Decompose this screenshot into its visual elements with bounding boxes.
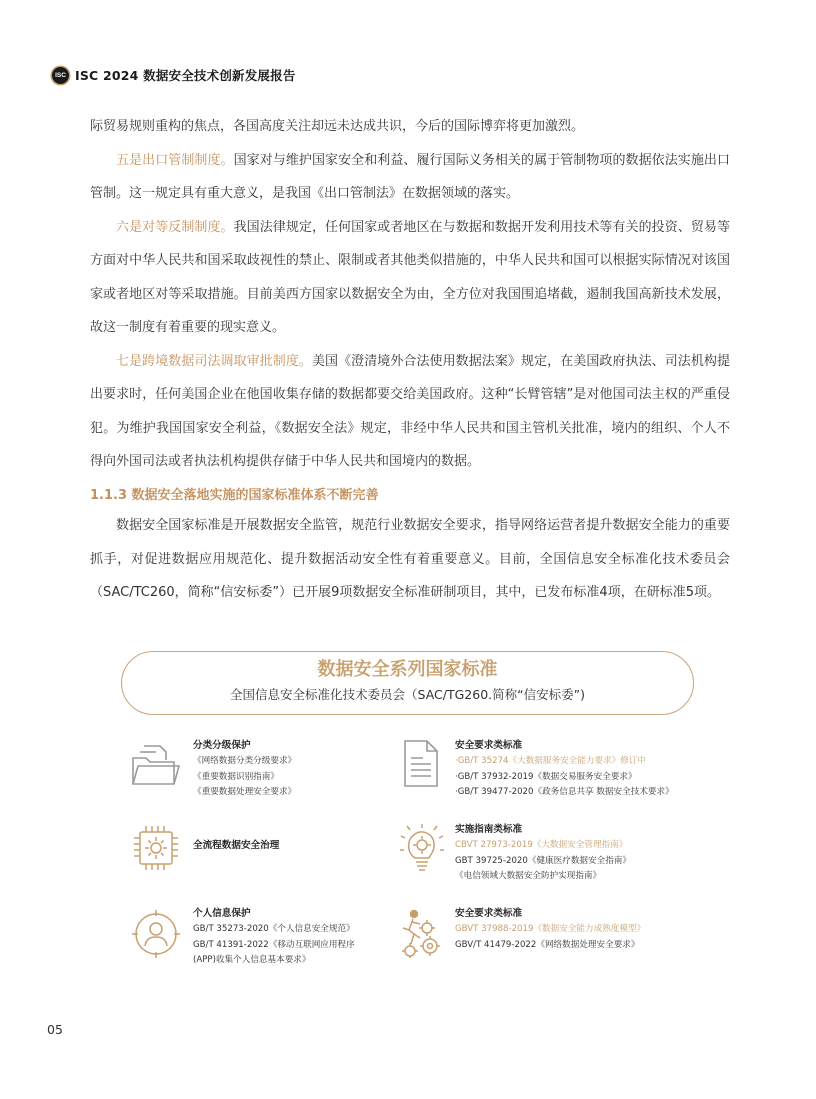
item-security-requirements: 安全要求类标准 ·GB/T 35274《大数据服务安全能力要求》修订中 ·GB/T 37932-2019《数据交易服务安全要求》 ·GB/T 39477-2020《政务信息共享 数据安全技术要求》 bbox=[455, 740, 674, 797]
person-gears-icon bbox=[397, 908, 449, 960]
person-target-icon bbox=[130, 908, 182, 960]
section-heading: 1.1.3 数据安全落地实施的国家标准体系不断完善 bbox=[90, 488, 379, 503]
standards-banner bbox=[121, 651, 694, 715]
paragraph-cross-border: 七是跨境数据司法调取审批制度。美国《澄清境外合法使用数据法案》规定，在美国政府执法、司法机构提出要求时，任何美国企业在他国收集存储的数据都要交给美国政府。这种“长臂管辖”是对他国司法主权的严重侵犯。为维护我国国家安全利益，《数据安全法》规定，非经中华人民共和国主管机关批准，境内的组织、个人不得向外国司法或者执法机构提供存储于中华人民共和国境内的数据。 bbox=[90, 353, 730, 469]
paragraph-continuation: 际贸易规则重构的焦点，各国高度关注却远未达成共识，今后的国际博弈将更加激烈。 bbox=[90, 119, 585, 134]
lead-text: 七是跨境数据司法调取审批制度。 bbox=[116, 353, 312, 369]
lightbulb-gear-icon bbox=[397, 822, 449, 874]
isc-logo: ISC bbox=[52, 67, 69, 84]
page-header bbox=[52, 66, 296, 84]
document-icon bbox=[397, 738, 449, 790]
page-number: 05 bbox=[47, 1022, 63, 1037]
body-text bbox=[90, 110, 730, 479]
lead-text: 五是出口管制制度。 bbox=[116, 152, 234, 168]
paragraph-countermeasure: 六是对等反制制度。我国法律规定，任何国家或者地区在与数据和数据开发利用技术等有关的投资、贸易等方面对中华人民共和国采取歧视性的禁止、限制或者其他类似措施的，中华人民共和国可以根据实际情况对该国家或者地区对等采取措施。目前美西方国家以数据安全为由，全方位对我国围追堵截，遏制我国高新技术发展，故这一制度有着重要的现实意义。 bbox=[90, 219, 730, 335]
gear-chip-icon bbox=[130, 822, 182, 874]
item-classification: 分类分级保护 《网络数据分类分级要求》 《重要数据识别指南》 《重要数据处理安全要求》 bbox=[193, 740, 297, 797]
item-implementation-guides: 实施指南类标准 CBVT 27973-2019《大数据安全管理指南》 GBT 39725-2020《健康医疗数据安全指南》 《电信领域大数据安全防护实现指南》 bbox=[455, 824, 631, 881]
section-body bbox=[90, 509, 730, 610]
banner-subtitle: 全国信息安全标准化技术委员会（SAC/TG260.简称“信安标委”) bbox=[230, 687, 585, 702]
paragraph-standards: 数据安全国家标准是开展数据安全监管，规范行业数据安全要求，指导网络运营者提升数据安全能力的重要抓手，对促进数据应用规范化、提升数据活动安全性有着重要意义。目前，全国信息安全标准化技术委员会（SAC/TC260，简称“信安标委”）已开展9项数据安全标准研制项目，其中，已发布标准4项，在研标准5项。 bbox=[90, 518, 730, 600]
item-capability-standards: 安全要求类标准 GBVT 37988-2019《数据安全能力成熟度模型》 GBV/T 41479-2022《网络数据处理安全要求》 bbox=[455, 908, 646, 950]
banner-title: 数据安全系列国家标准 bbox=[317, 659, 498, 680]
lead-text: 六是对等反制制度。 bbox=[116, 219, 234, 235]
item-governance: 全流程数据安全治理 bbox=[193, 840, 280, 851]
folder-icon bbox=[130, 738, 182, 790]
report-title: ISC 2024 数据安全技术创新发展报告 bbox=[75, 68, 296, 83]
item-personal-info: 个人信息保护 GB/T 35273-2020《个人信息安全规范》 GB/T 41391-2022《移动互联网应用程序 (APP)收集个人信息基本要求》 bbox=[193, 908, 355, 965]
paragraph-export-control: 五是出口管制制度。国家对与维护国家安全和利益、履行国际义务相关的属于管制物项的数据依法实施出口管制。这一规定具有重大意义，是我国《出口管制法》在数据领域的落实。 bbox=[90, 152, 730, 201]
